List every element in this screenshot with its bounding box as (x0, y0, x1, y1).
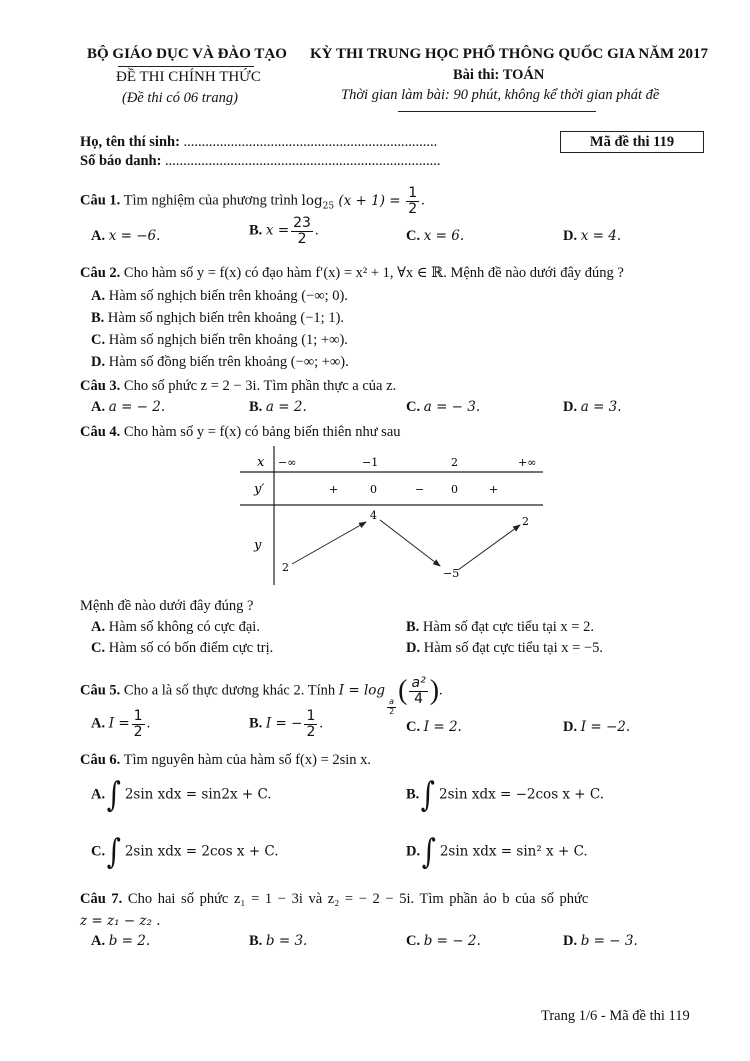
q4-option-c[interactable] (91, 640, 273, 657)
option-letter: B. (249, 399, 263, 415)
option-letter: A. (91, 715, 106, 732)
question-4-prompt: Mệnh đề nào dưới đây đúng ? (80, 598, 254, 614)
option-letter: D. (563, 933, 578, 949)
option-letter: D. (563, 719, 578, 735)
question-2-text: Cho hàm số y = f(x) có đạo hàm f′(x) = x² + 1, ∀x ∈ ℝ. Mệnh đề nào dưới đây đúng ? (123, 265, 624, 281)
option-letter: B. (249, 933, 263, 949)
q4-option-d[interactable] (406, 640, 603, 657)
table-sign: − (415, 483, 425, 496)
table-sign: 0 (370, 483, 377, 496)
base-den: 2 (389, 706, 395, 716)
paren-close: ) (429, 675, 440, 706)
question-4 (80, 424, 401, 441)
table-y-label: y (254, 538, 262, 553)
q6-option-c[interactable] (91, 832, 279, 872)
q6-option-a[interactable] (91, 775, 272, 815)
q1-tail: . (421, 192, 425, 209)
question-4-label: Câu 4. (80, 424, 121, 440)
header-underline-left (118, 66, 254, 67)
q5-option-c[interactable] (406, 719, 462, 736)
q5-option-d[interactable] (563, 719, 630, 736)
q1-log-base: 25 (322, 201, 335, 212)
option-text: I = 2. (423, 719, 462, 735)
arrow-increasing-2 (458, 525, 520, 570)
question-7 (80, 891, 588, 908)
table-y-value: 2 (282, 561, 289, 574)
option-text: x = 4. (580, 228, 622, 244)
paren-open: ( (398, 675, 408, 706)
table-x-value: −∞ (278, 456, 297, 469)
question-6-label: Câu 6. (80, 752, 121, 768)
pages-note: (Đề thi có 06 trang) (122, 90, 238, 106)
option-text: 2sin xdx = sin² x + C. (439, 843, 588, 860)
table-x-value: +∞ (518, 456, 537, 469)
frac-num: 1 (133, 708, 143, 724)
question-7-text-2: z = z₁ − z₂ . (80, 913, 161, 929)
option-text: a = 3. (580, 399, 622, 415)
option-text: a = − 3. (423, 399, 481, 415)
arg-num: a² (411, 674, 426, 691)
option-text: I = −2. (580, 719, 631, 735)
frac-num: 1 (306, 708, 316, 724)
option-letter: B. (249, 222, 263, 239)
table-y-value: 4 (370, 509, 377, 522)
q2-option-b[interactable] (91, 310, 344, 327)
table-sign: + (489, 483, 499, 496)
exam-code-box: Mã đề thi 119 (560, 131, 704, 153)
option-letter: A. (91, 228, 106, 244)
variation-table (230, 440, 560, 590)
option-letter: D. (406, 843, 421, 860)
base-num: a (389, 697, 395, 707)
option-letter: A. (91, 933, 106, 949)
question-2-label: Câu 2. (80, 265, 121, 281)
candidate-name-label: Họ, tên thí sinh: (80, 134, 180, 150)
option-text: 2sin xdx = 2cos x + C. (124, 843, 279, 860)
option-text: Hàm số đạt cực tiểu tại x = −5. (423, 640, 603, 656)
frac-den: 2 (133, 723, 143, 740)
option-text: 2sin xdx = sin2x + C. (124, 786, 272, 803)
option-tail: . (314, 222, 319, 239)
option-text: x = (265, 222, 290, 239)
option-tail: . (146, 715, 151, 732)
question-5-text: Cho a là số thực dương khác 2. Tính (123, 682, 336, 699)
q6-option-b[interactable] (406, 775, 605, 815)
frac-den: 2 (306, 723, 316, 740)
q5-log-base (387, 698, 396, 716)
option-text: b = − 3. (580, 933, 638, 949)
option-letter: C. (406, 719, 421, 735)
option-text: Hàm số nghịch biến trên khoảng (1; +∞). (108, 332, 348, 348)
frac-num: 23 (293, 215, 311, 231)
q7-option-a[interactable] (91, 933, 150, 950)
exam-title: KỲ THI TRUNG HỌC PHỔ THÔNG QUỐC GIA NĂM 2017 (310, 46, 708, 62)
question-5: Câu 5. Cho a là số thực dương khác 2. Tính I = log $\frac{a}{2}$ ( $\frac{\text{a²}}{4}$ ). (80, 674, 443, 716)
q3-option-a[interactable] (91, 399, 165, 416)
q3-option-b[interactable] (249, 399, 307, 416)
question-7-label: Câu 7. (80, 891, 123, 907)
option-fraction (132, 709, 145, 739)
candidate-name-field[interactable]: ...................................................................... (183, 134, 438, 150)
q1-option-c[interactable] (406, 228, 464, 245)
option-text: I = (108, 715, 130, 732)
candidate-id-row (80, 153, 441, 170)
table-x-value: −1 (362, 456, 379, 469)
question-1 (80, 186, 425, 216)
subject-label: Bài thi: TOÁN (453, 67, 545, 83)
q1-log: log (301, 192, 323, 209)
option-letter: B. (406, 786, 420, 803)
option-text: x = −6. (108, 228, 161, 244)
option-letter: C. (91, 843, 106, 860)
q3-option-d[interactable] (563, 399, 622, 416)
option-text: Hàm số nghịch biến trên khoảng (−∞; 0). (108, 288, 348, 304)
table-sign: + (329, 483, 339, 496)
option-text: Hàm số nghịch biến trên khoảng (−1; 1). (107, 310, 345, 326)
integral-icon: ∫ (421, 832, 437, 872)
q5-expr: I = log (338, 682, 386, 699)
arg-den: 4 (414, 690, 424, 707)
official-label: ĐỀ THI CHÍNH THỨC (116, 69, 261, 85)
option-letter: C. (91, 640, 106, 656)
option-letter: C. (91, 332, 106, 348)
integral-icon: ∫ (106, 775, 122, 815)
option-letter: A. (91, 619, 106, 635)
option-text: I = − (265, 715, 303, 732)
question-3 (80, 378, 396, 395)
option-text: Hàm số có bốn điểm cực trị. (108, 640, 274, 656)
option-text: Hàm số đồng biến trên khoảng (−∞; +∞). (108, 354, 349, 370)
table-x-label: x (257, 455, 265, 470)
option-text: a = − 2. (108, 399, 166, 415)
question-5-label: Câu 5. (80, 682, 121, 699)
option-fraction (304, 709, 317, 739)
q1-expr: (x + 1) = (338, 192, 401, 209)
frac-den: 2 (297, 230, 307, 247)
candidate-id-label: Số báo danh: (80, 153, 162, 169)
option-text: Hàm số đạt cực tiểu tại x = 2. (422, 619, 594, 635)
option-text: Hàm số không có cực đại. (108, 619, 260, 635)
option-letter: D. (406, 640, 421, 656)
header-underline-right (398, 111, 596, 112)
option-letter: C. (406, 399, 421, 415)
q1-frac-num: 1 (408, 185, 418, 201)
integral-icon: ∫ (421, 775, 436, 815)
question-6-text: Tìm nguyên hàm của hàm số f(x) = 2sin x. (123, 752, 372, 768)
q4-option-a[interactable] (91, 619, 260, 636)
option-letter: B. (91, 310, 105, 326)
q2-option-c[interactable] (91, 332, 348, 349)
table-yprime-label: y′ (254, 482, 265, 497)
table-sign: 0 (451, 483, 458, 496)
question-1-label: Câu 1. (80, 192, 121, 209)
option-letter: A. (91, 288, 106, 304)
q1-option-a[interactable] (91, 228, 160, 245)
option-tail: . (319, 715, 324, 732)
question-2 (80, 265, 624, 282)
question-7-text: Cho hai số phức z₁ = 1 − 3i và z₂ = − 2 − 5i. Tìm phần ảo b của số phức (127, 891, 589, 907)
q7-option-b[interactable] (249, 933, 307, 950)
question-1-text: Tìm nghiệm của phương trình (123, 192, 298, 209)
option-letter: D. (91, 354, 106, 370)
q1-option-b[interactable] (249, 216, 319, 246)
q5-option-b[interactable] (249, 709, 323, 739)
option-text: x = 6. (423, 228, 465, 244)
question-6 (80, 752, 371, 769)
option-letter: C. (406, 933, 421, 949)
option-text: b = 3. (265, 933, 308, 949)
option-letter: A. (91, 399, 106, 415)
q2-option-a[interactable] (91, 288, 348, 305)
question-3-label: Câu 3. (80, 378, 121, 394)
option-text: 2sin xdx = −2cos x + C. (439, 786, 605, 803)
q2-option-d[interactable] (91, 354, 349, 371)
q7-option-d[interactable] (563, 933, 638, 950)
candidate-name-row (80, 134, 437, 151)
table-y-value: −5 (443, 567, 460, 580)
q1-fraction (406, 186, 419, 216)
option-letter: C. (406, 228, 421, 244)
table-x-value: 2 (451, 456, 458, 469)
option-letter: D. (563, 228, 578, 244)
integral-icon: ∫ (106, 832, 122, 872)
q1-frac-den: 2 (408, 200, 418, 217)
ministry-name: BỘ GIÁO DỤC VÀ ĐÀO TẠO (87, 46, 287, 62)
option-letter: A. (91, 786, 106, 803)
q5-option-a[interactable] (91, 709, 150, 739)
q6-option-d[interactable] (406, 832, 588, 872)
question-3-text: Cho số phức z = 2 − 3i. Tìm phần thực a của z. (123, 378, 397, 394)
q7-option-c[interactable] (406, 933, 481, 950)
q4-option-b[interactable] (406, 619, 594, 636)
option-letter: B. (406, 619, 420, 635)
table-y-value: 2 (522, 515, 529, 528)
candidate-id-field[interactable]: ............................................................................ (165, 153, 441, 169)
q5-arg (409, 676, 427, 706)
option-text: b = − 2. (423, 933, 481, 949)
duration-note: Thời gian làm bài: 90 phút, không kể thời gian phát đề (341, 87, 660, 103)
option-letter: B. (249, 715, 263, 732)
question-4-text: Cho hàm số y = f(x) có bảng biến thiên như sau (123, 424, 401, 440)
q1-option-d[interactable] (563, 228, 621, 245)
page-footer: Trang 1/6 - Mã đề thi 119 (541, 1008, 690, 1024)
option-text: b = 2. (108, 933, 151, 949)
option-fraction (291, 216, 313, 246)
option-letter: D. (563, 399, 578, 415)
option-text: a = 2. (265, 399, 307, 415)
q3-option-c[interactable] (406, 399, 480, 416)
arrow-increasing-1 (292, 522, 366, 564)
arrow-decreasing (380, 520, 440, 566)
